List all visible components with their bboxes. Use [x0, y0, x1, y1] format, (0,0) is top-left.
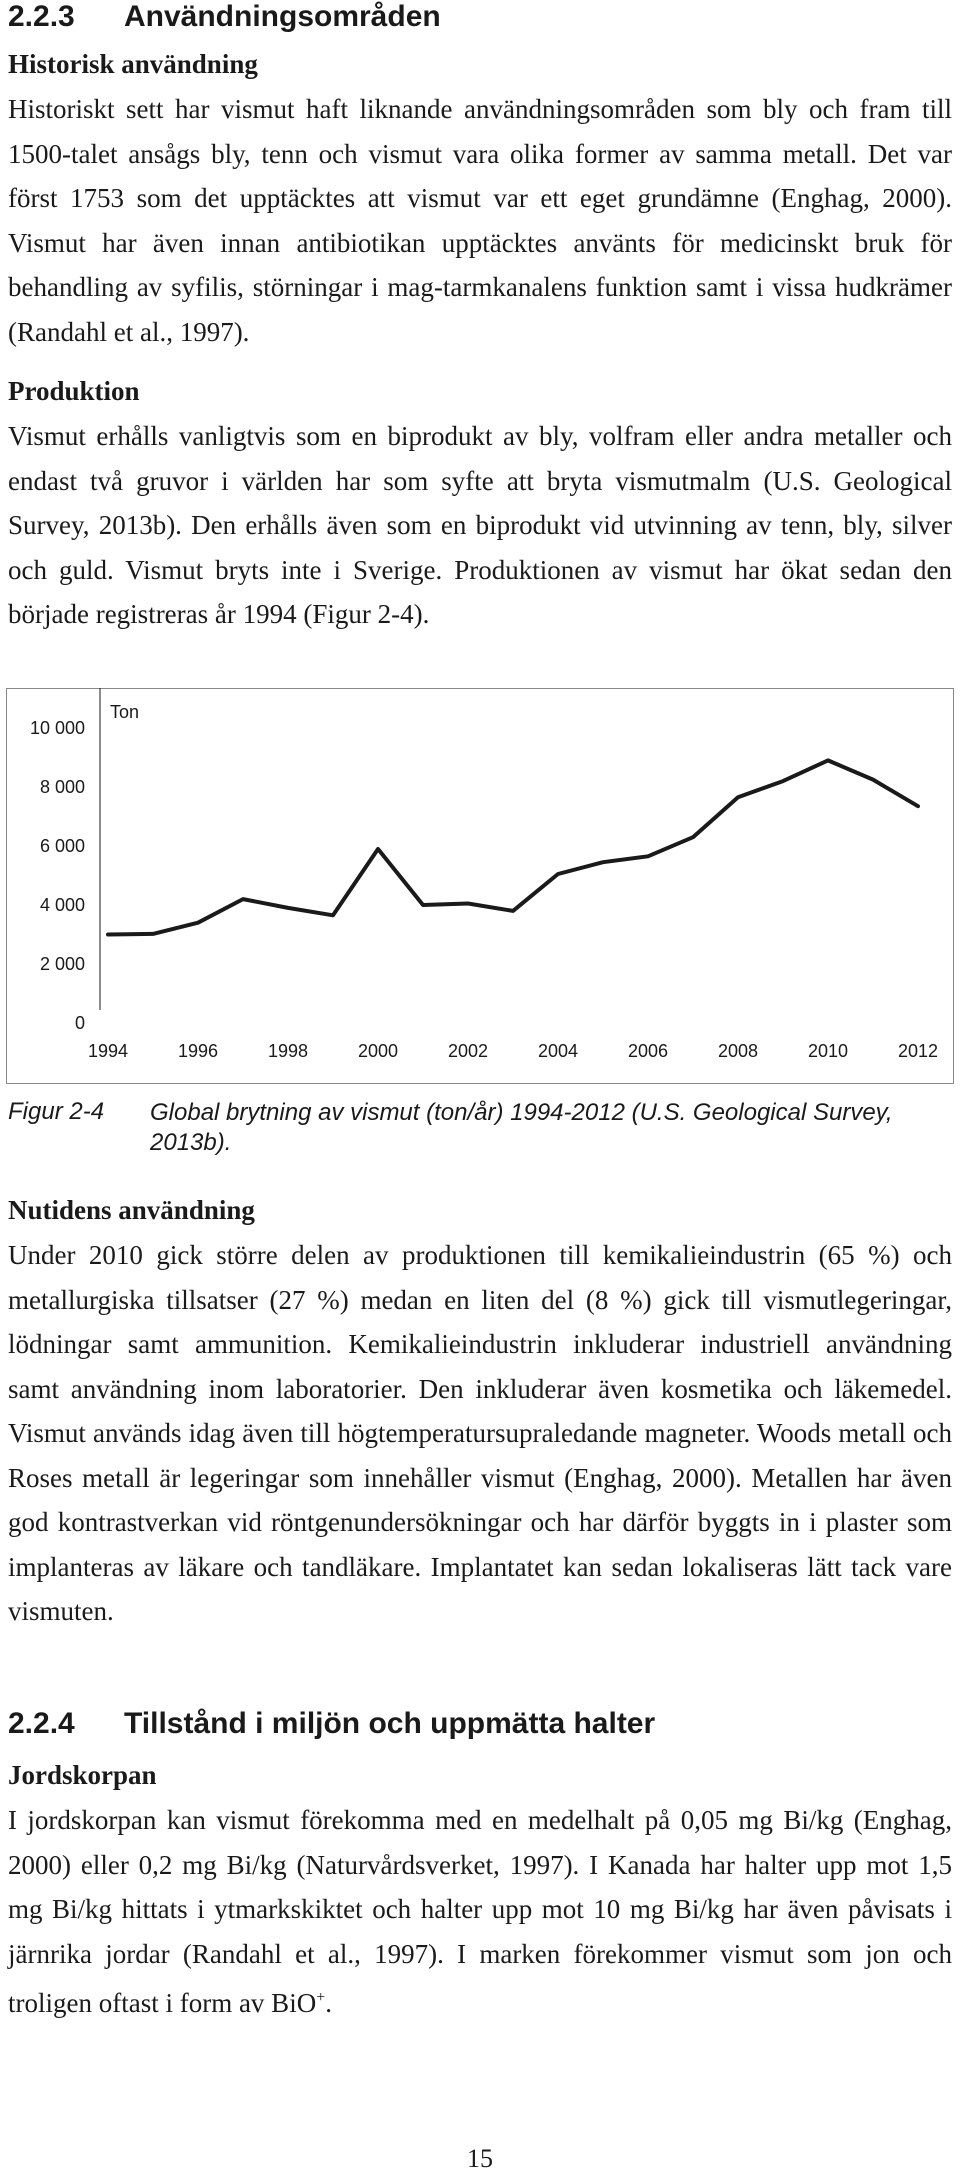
figure-caption-text: Global brytning av vismut (ton/år) 1994-2012 (U.S. Geological Survey, 2013b). — [150, 1099, 893, 1156]
paragraph-produktion: Vismut erhålls vanligtvis som en biprodukt av bly, volfram eller andra metaller och endast två gruvor i världen har som syfte att bryta vismutmalm (U.S. Geological Survey, 2013b). Den erhålls även som en biprodukt vid utvinning av tenn, bly, silver och guld. Vismut bryts inte i Sverige. Produktionen av vismut har ökat sedan den började registreras år 1994 (Figur 2-4). — [8, 421, 952, 629]
subheading-produktion: Produktion — [8, 376, 140, 406]
y-tick-label: 4 000 — [39, 895, 85, 915]
page-number: 15 — [467, 2144, 493, 2173]
section-title: Användningsområden — [124, 0, 441, 33]
series-line — [108, 760, 918, 934]
y-tick-label: 8 000 — [39, 777, 85, 797]
paragraph-end: . — [325, 1988, 332, 2018]
x-tick-label: 2004 — [537, 1041, 579, 1061]
x-tick-label: 1998 — [267, 1041, 309, 1061]
subheading-jordskorpan: Jordskorpan — [8, 1760, 157, 1790]
paragraph-jordskorpan-text: I jordskorpan kan vismut förekomma med en medelhalt på 0,05 mg Bi/kg (Enghag, 2000) eller 0,2 mg Bi/kg (Naturvårdsverket, 1997). I Kanada har halter upp mot 1,5 mg Bi/kg hittats i ytmarkskiktet och halter upp mot 10 mg Bi/kg har även påvisats i järnrika jordar (Randahl et al., 1997). I marken förekommer vismut som jon och troligen oftast i form av BiO — [8, 1805, 952, 2018]
paragraph-jordskorpan — [8, 1798, 952, 2026]
unit-label: Ton — [110, 702, 140, 722]
y-tick-label: 0 — [74, 1013, 85, 1033]
x-tick-label: 2000 — [357, 1041, 399, 1061]
line-chart — [6, 688, 954, 1084]
section-number: 2.2.4 — [8, 1707, 75, 1740]
section-title: Tillstånd i miljön och uppmätta halter — [124, 1707, 656, 1740]
y-tick-label: 6 000 — [39, 836, 85, 856]
superscript-plus: + — [316, 1989, 326, 2006]
x-tick-label: 1996 — [177, 1041, 219, 1061]
figure-label: Figur 2-4 — [8, 1098, 105, 1125]
section-number: 2.2.3 — [8, 0, 75, 33]
x-tick-label: 1994 — [87, 1041, 129, 1061]
x-tick-label: 2008 — [717, 1041, 759, 1061]
paragraph-historisk: Historiskt sett har vismut haft liknande användningsområden som bly och fram till 1500-talet ansågs bly, tenn och vismut vara olika former av samma metall. Det var först 1753 som det upptäcktes att vismut var ett eget grundämne (Enghag, 2000). Vismut har även innan antibiotikan upptäcktes använts för medicinskt bruk för behandling av syfilis, störningar i mag-tarmkanalens funktion samt i vissa hudkrämer (Randahl et al., 1997). — [8, 94, 952, 347]
x-tick-label: 2010 — [807, 1041, 849, 1061]
x-tick-label: 2002 — [447, 1041, 489, 1061]
section-heading-2-2-3 — [8, 0, 441, 34]
x-tick-label: 2006 — [627, 1041, 669, 1061]
paragraph-nutidens: Under 2010 gick större delen av produktionen till kemikalieindustrin (65 %) och metallurgiska tillsatser (27 %) medan en liten del (8 %) gick till vismutlegeringar, lödningar samt ammunition. Kemikalieindustrin inkluderar industriell användning samt användning inom laboratorier. Den inkluderar även kosmetika och läkemedel. Vismut används idag även till högtemperatursupraledande magneter. Woods metall och Roses metall är legeringar som innehåller vismut (Enghag, 2000). Metallen har även god kontrastverkan vid röntgenundersökningar och har därför byggts in i plaster som implanteras av läkare och tandläkare. Implantatet kan sedan lokaliseras lätt tack vare vismuten. — [8, 1240, 952, 1626]
subheading-historisk: Historisk användning — [8, 49, 258, 79]
x-axis-ticks — [88, 1041, 938, 1061]
subheading-nutidens: Nutidens användning — [8, 1195, 255, 1225]
section-heading-2-2-4 — [8, 1707, 655, 1741]
y-tick-label: 2 000 — [39, 954, 85, 974]
y-tick-label: 10 000 — [29, 718, 85, 738]
y-axis-ticks — [30, 718, 85, 1033]
x-tick-label: 2012 — [897, 1041, 939, 1061]
